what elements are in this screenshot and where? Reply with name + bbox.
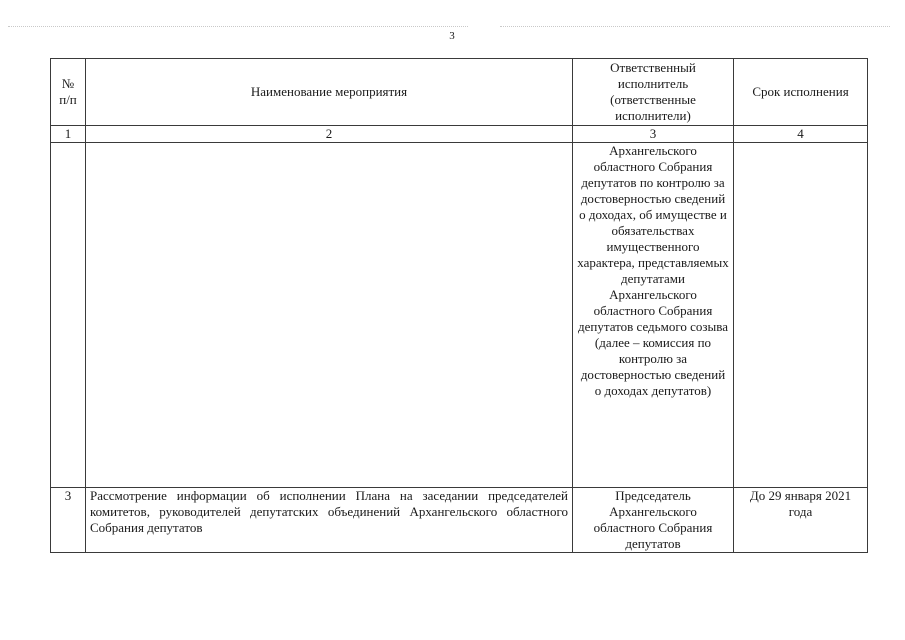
column-index-4: 4 <box>734 126 868 143</box>
column-index-1: 1 <box>51 126 86 143</box>
page-number: 3 <box>449 30 455 42</box>
scan-artifact-line <box>500 26 890 27</box>
row-event <box>86 143 573 488</box>
plan-table <box>50 58 868 553</box>
header-number: № п/п <box>51 59 86 126</box>
table-row <box>51 143 868 488</box>
column-index-2: 2 <box>86 126 573 143</box>
scan-artifact-line <box>8 26 468 27</box>
row-number <box>51 143 86 488</box>
row-responsible: Председатель Архангельского областного Собрания депутатов <box>573 488 734 553</box>
header-event-name: Наименование мероприятия <box>86 59 573 126</box>
table-header-row <box>51 59 868 126</box>
table-row <box>51 488 868 553</box>
column-index-3: 3 <box>573 126 734 143</box>
column-index-row <box>51 126 868 143</box>
row-event: Рассмотрение информации об исполнении Плана на заседании председателей комитетов, руководителей депутатских объединений Архангельского областного Собрания депутатов <box>86 488 573 553</box>
row-responsible: Архангельского областного Собрания депутатов по контролю за достоверностью сведений о доходах, об имуществе и обязательствах имущественного характера, представляемых депутатами Архангельского областного Собрания депутатов седьмого созыва (далее – комиссия по контролю за достоверностью сведений о доходах депутатов) <box>573 143 734 488</box>
row-number: 3 <box>51 488 86 553</box>
header-responsible: Ответственный исполнитель (ответственные исполнители) <box>573 59 734 126</box>
header-deadline: Срок исполнения <box>734 59 868 126</box>
row-deadline <box>734 143 868 488</box>
row-deadline: До 29 января 2021 года <box>734 488 868 553</box>
